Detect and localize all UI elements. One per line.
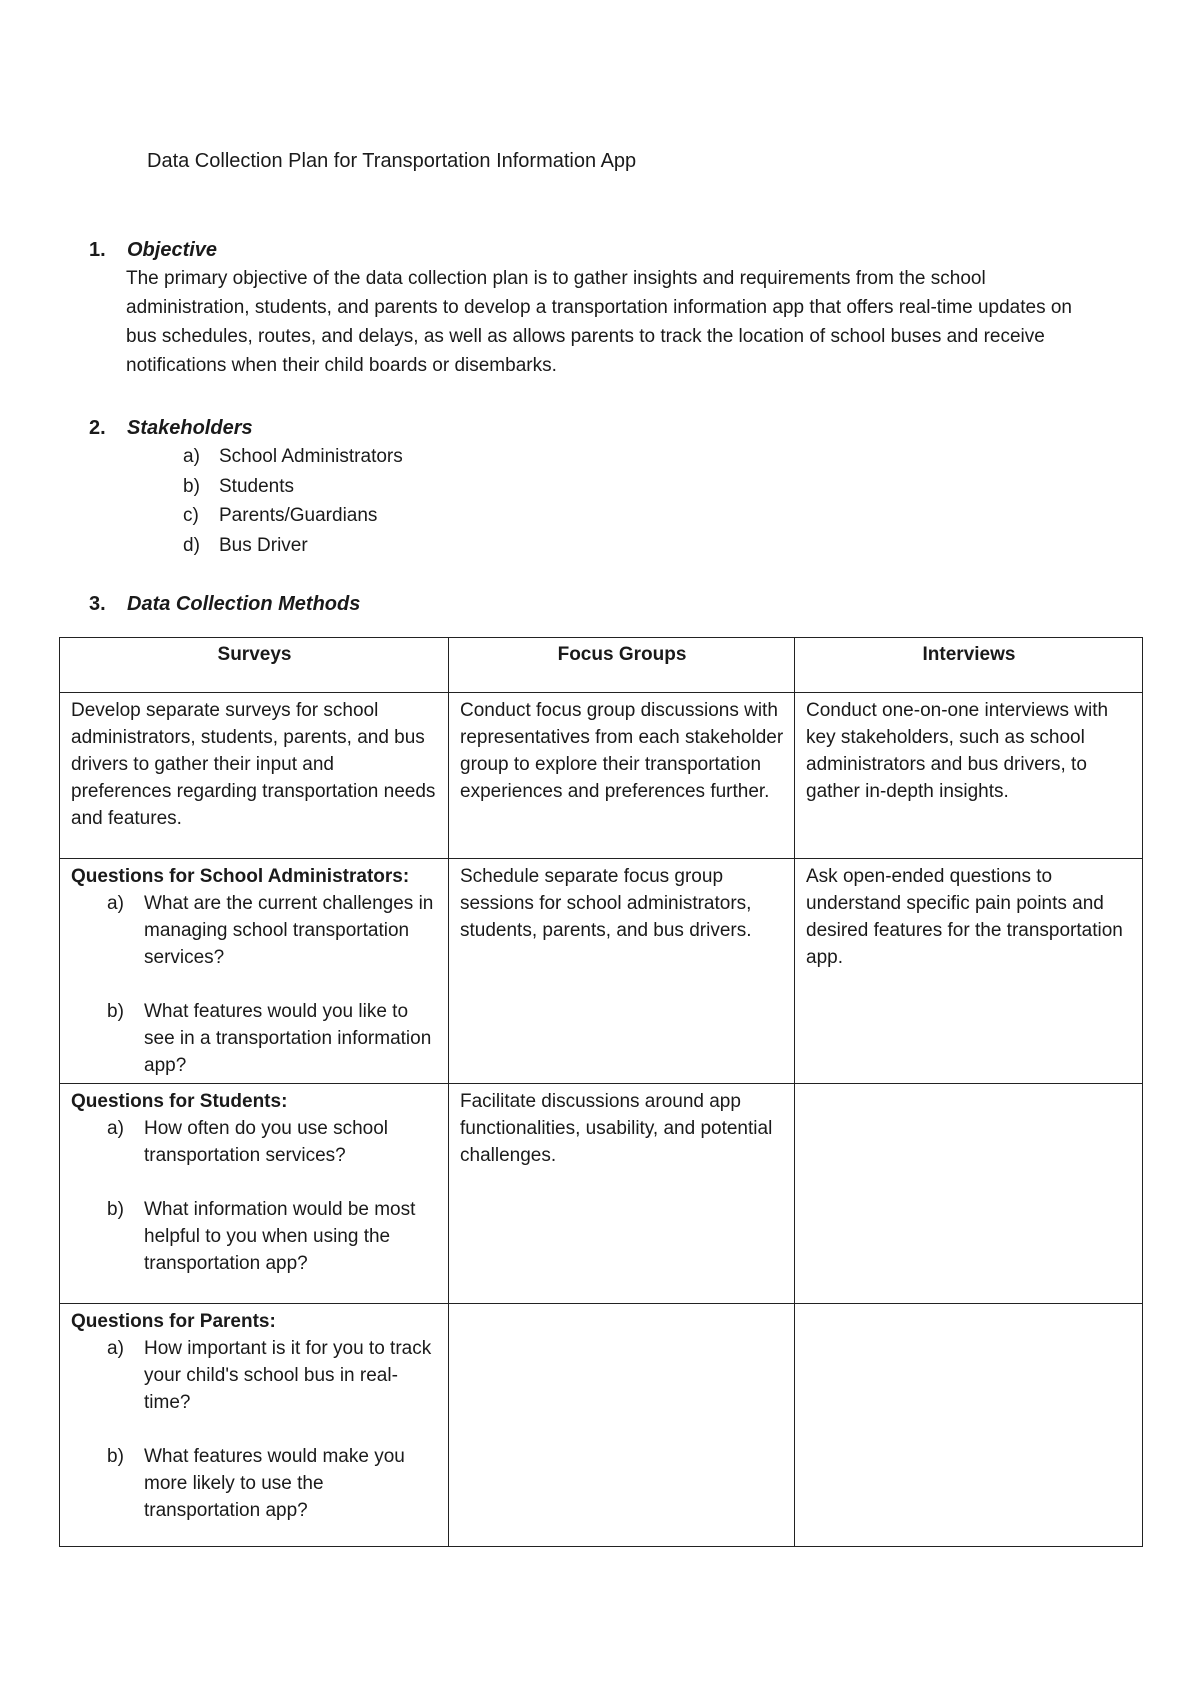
document-title: Data Collection Plan for Transportation Information App <box>147 150 637 172</box>
list-item <box>107 1443 438 1524</box>
objective-body: The primary objective of the data collection plan is to gather insights and requirements from the school administration, students, and parents to develop a transportation information app that offers real-time updates on bus schedules, routes, and delays, as well as allows parents to track the location of school buses and receive notifications when their child boards or disembarks. <box>126 268 1072 376</box>
question-text: What features would you like to see in a transportation information app? <box>144 1001 432 1076</box>
table-cell: Conduct one-on-one interviews with key stakeholders, such as school administrators and bus drivers, to gather in-depth insights. <box>795 693 1143 859</box>
table-cell: Ask open-ended questions to understand specific pain points and desired features for the transportation app. <box>795 859 1143 1084</box>
stakeholders-heading <box>88 414 1088 442</box>
table-cell <box>60 1084 449 1304</box>
column-header-surveys: Surveys <box>60 638 449 693</box>
table-row <box>60 693 1143 859</box>
list-marker: a) <box>183 446 200 467</box>
column-header-interviews: Interviews <box>795 638 1143 693</box>
stakeholders-section <box>88 414 1088 560</box>
list-item <box>107 1115 438 1169</box>
list-item-label: Bus Driver <box>219 534 308 556</box>
question-group-heading: Questions for Students: <box>71 1091 288 1112</box>
list-marker: b) <box>107 1001 124 1022</box>
list-item <box>107 890 438 971</box>
list-item <box>183 442 1088 472</box>
table-cell <box>60 859 449 1084</box>
table-cell <box>795 1304 1143 1547</box>
objective-heading <box>88 236 1088 264</box>
table-cell <box>449 1304 795 1547</box>
question-list <box>71 1115 438 1277</box>
table-cell: Conduct focus group discussions with representatives from each stakeholder group to explore their transportation experiences and preferences further. <box>449 693 795 859</box>
list-item-label: Parents/Guardians <box>219 505 378 526</box>
question-text: What are the current challenges in managing school transportation services? <box>144 893 434 968</box>
methods-table <box>59 637 1143 1547</box>
question-list <box>71 890 438 1079</box>
methods-heading <box>88 590 1088 618</box>
table-cell <box>60 1304 449 1547</box>
question-text: How important is it for you to track your child's school bus in real-time? <box>144 1338 432 1413</box>
column-header-focus-groups: Focus Groups <box>449 638 795 693</box>
list-marker: c) <box>183 505 199 526</box>
question-text: What information would be most helpful to you when using the transportation app? <box>144 1199 416 1274</box>
list-item-label: Students <box>219 475 294 497</box>
methods-section <box>88 590 1088 618</box>
question-group-heading: Questions for Parents: <box>71 1311 276 1332</box>
table-cell: Facilitate discussions around app functionalities, usability, and potential challenges. <box>449 1084 795 1304</box>
list-marker: a) <box>107 1118 124 1139</box>
list-item <box>107 998 438 1079</box>
list-item <box>183 531 1088 561</box>
question-list <box>71 1335 438 1524</box>
section-number: 2. <box>89 417 106 439</box>
section-title: Stakeholders <box>127 417 253 439</box>
table-cell <box>795 1084 1143 1304</box>
list-item <box>107 1196 438 1277</box>
list-item <box>183 501 1088 531</box>
table-cell: Develop separate surveys for school administrators, students, parents, and bus drivers to gather their input and preferences regarding transportation needs and features. <box>60 693 449 859</box>
section-title: Data Collection Methods <box>127 593 361 615</box>
question-group-heading: Questions for School Administrators: <box>71 866 410 887</box>
list-marker: a) <box>107 1338 124 1359</box>
table-row <box>60 859 1143 1084</box>
list-item-label: School Administrators <box>219 446 403 467</box>
stakeholder-list <box>88 442 1088 560</box>
list-item <box>183 472 1088 502</box>
section-number: 3. <box>89 593 106 615</box>
question-text: What features would make you more likely to use the transportation app? <box>144 1446 405 1521</box>
section-number: 1. <box>89 239 106 261</box>
section-title: Objective <box>127 239 218 261</box>
list-marker: b) <box>107 1199 124 1220</box>
list-marker: d) <box>183 534 200 556</box>
table-row <box>60 1304 1143 1547</box>
list-marker: b) <box>107 1446 124 1467</box>
table-row <box>60 1084 1143 1304</box>
objective-section <box>88 236 1088 380</box>
list-marker: a) <box>107 893 124 914</box>
question-text: How often do you use school transportation services? <box>144 1118 388 1166</box>
list-item <box>107 1335 438 1416</box>
table-cell: Schedule separate focus group sessions for school administrators, students, parents, and bus drivers. <box>449 859 795 1084</box>
table-header-row <box>60 638 1143 693</box>
list-marker: b) <box>183 475 200 497</box>
